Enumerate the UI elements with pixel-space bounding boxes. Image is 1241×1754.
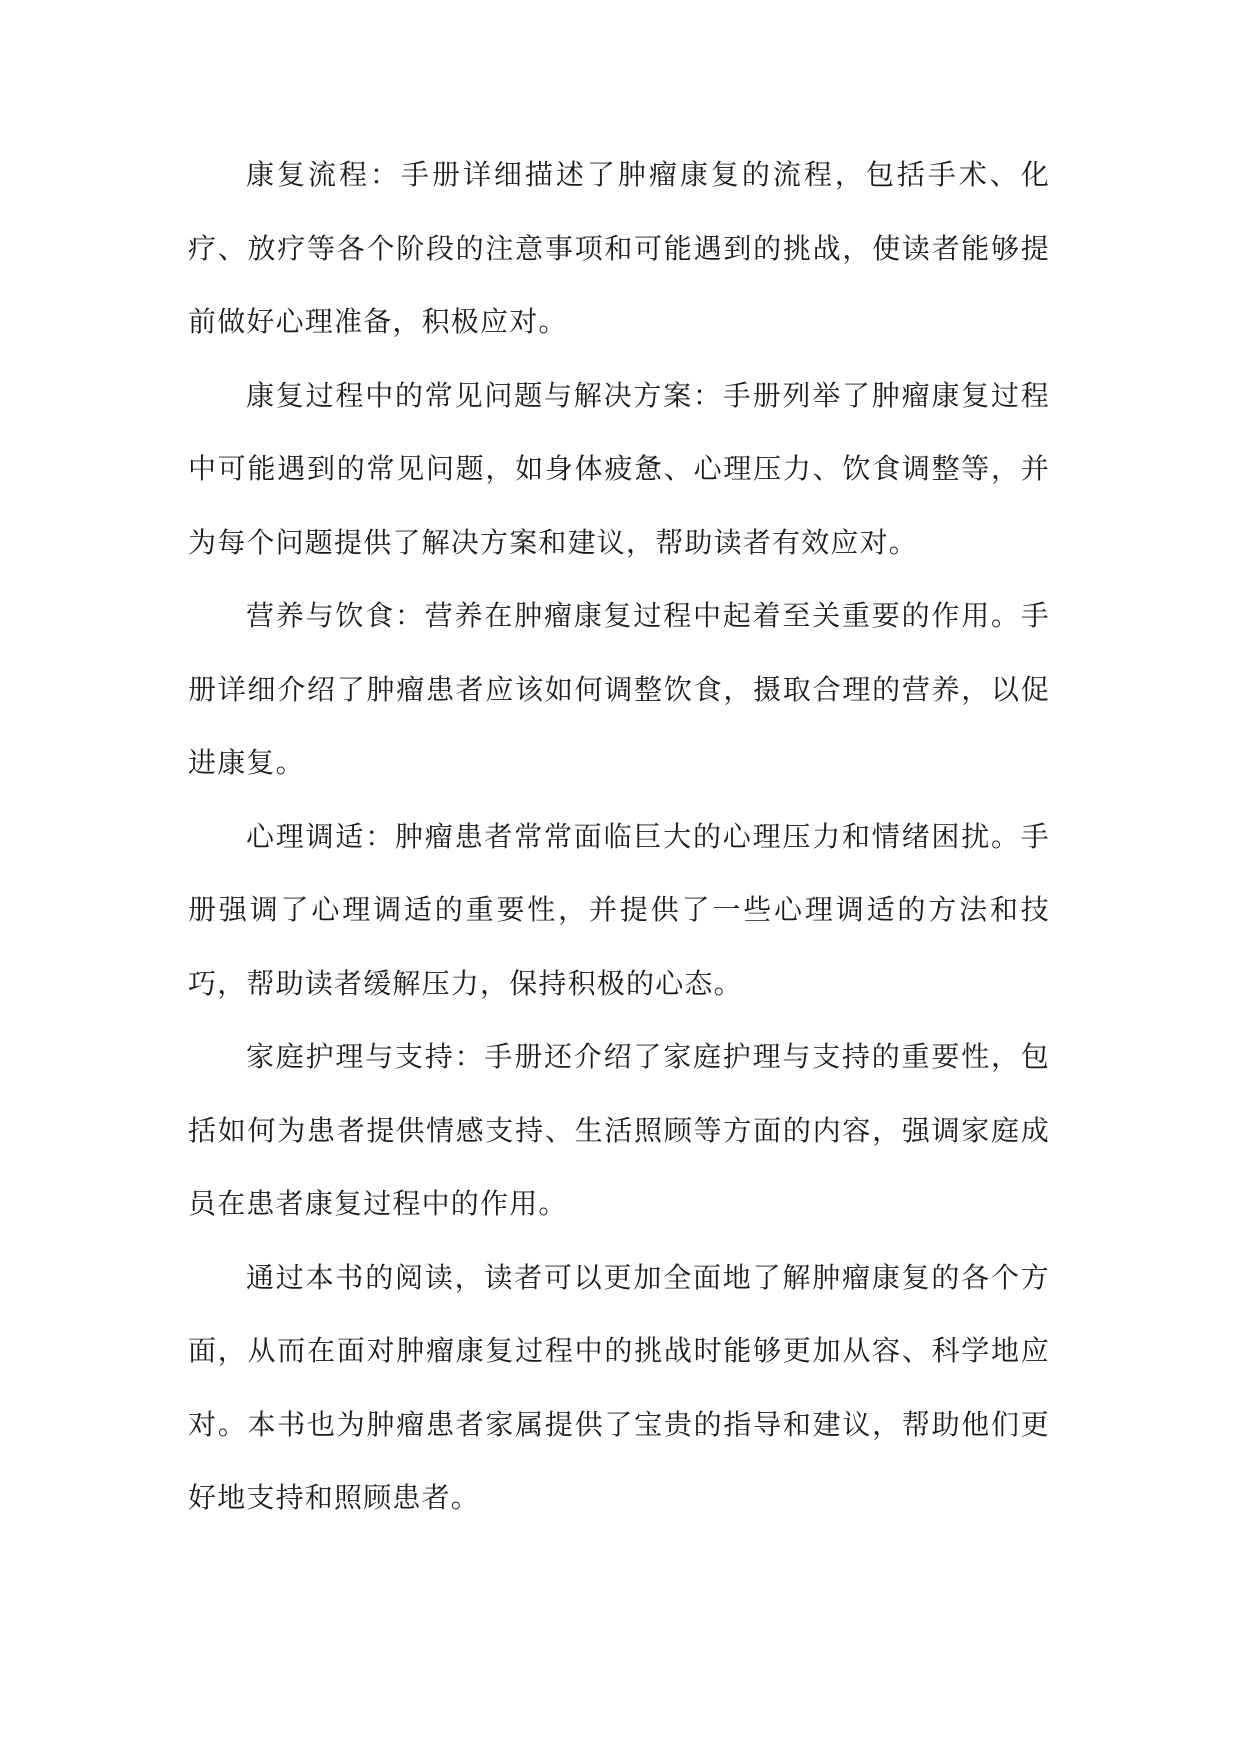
paragraph-conclusion: 通过本书的阅读，读者可以更加全面地了解肿瘤康复的各个方面，从而在面对肿瘤康复过程中的挑战时能够更加从容、科学地应对。本书也为肿瘤患者家属提供了宝贵的指导和建议，帮助他们更好地支持和照顾患者。 <box>188 1260 1050 1514</box>
paragraph-psychological-adjustment: 心理调适：肿瘤患者常常面临巨大的心理压力和情绪困扰。手册强调了心理调适的重要性，并提供了一些心理调适的方法和技巧，帮助读者缓解压力，保持积极的心态。 <box>188 819 1050 1000</box>
paragraph-family-care: 家庭护理与支持：手册还介绍了家庭护理与支持的重要性，包括如何为患者提供情感支持、生活照顾等方面的内容，强调家庭成员在患者康复过程中的作用。 <box>188 1040 1050 1220</box>
document-body <box>188 138 1050 1535</box>
paragraph-nutrition-diet: 营养与饮食：营养在肿瘤康复过程中起着至关重要的作用。手册详细介绍了肿瘤患者应该如何调整饮食，摄取合理的营养，以促进康复。 <box>188 599 1050 779</box>
paragraph-recovery-process: 康复流程：手册详细描述了肿瘤康复的流程，包括手术、化疗、放疗等各个阶段的注意事项和可能遇到的挑战，使读者能够提前做好心理准备，积极应对。 <box>188 158 1050 338</box>
paragraph-common-problems: 康复过程中的常见问题与解决方案：手册列举了肿瘤康复过程中可能遇到的常见问题，如身体疲惫、心理压力、饮食调整等，并为每个问题提供了解决方案和建议，帮助读者有效应对。 <box>188 378 1050 559</box>
